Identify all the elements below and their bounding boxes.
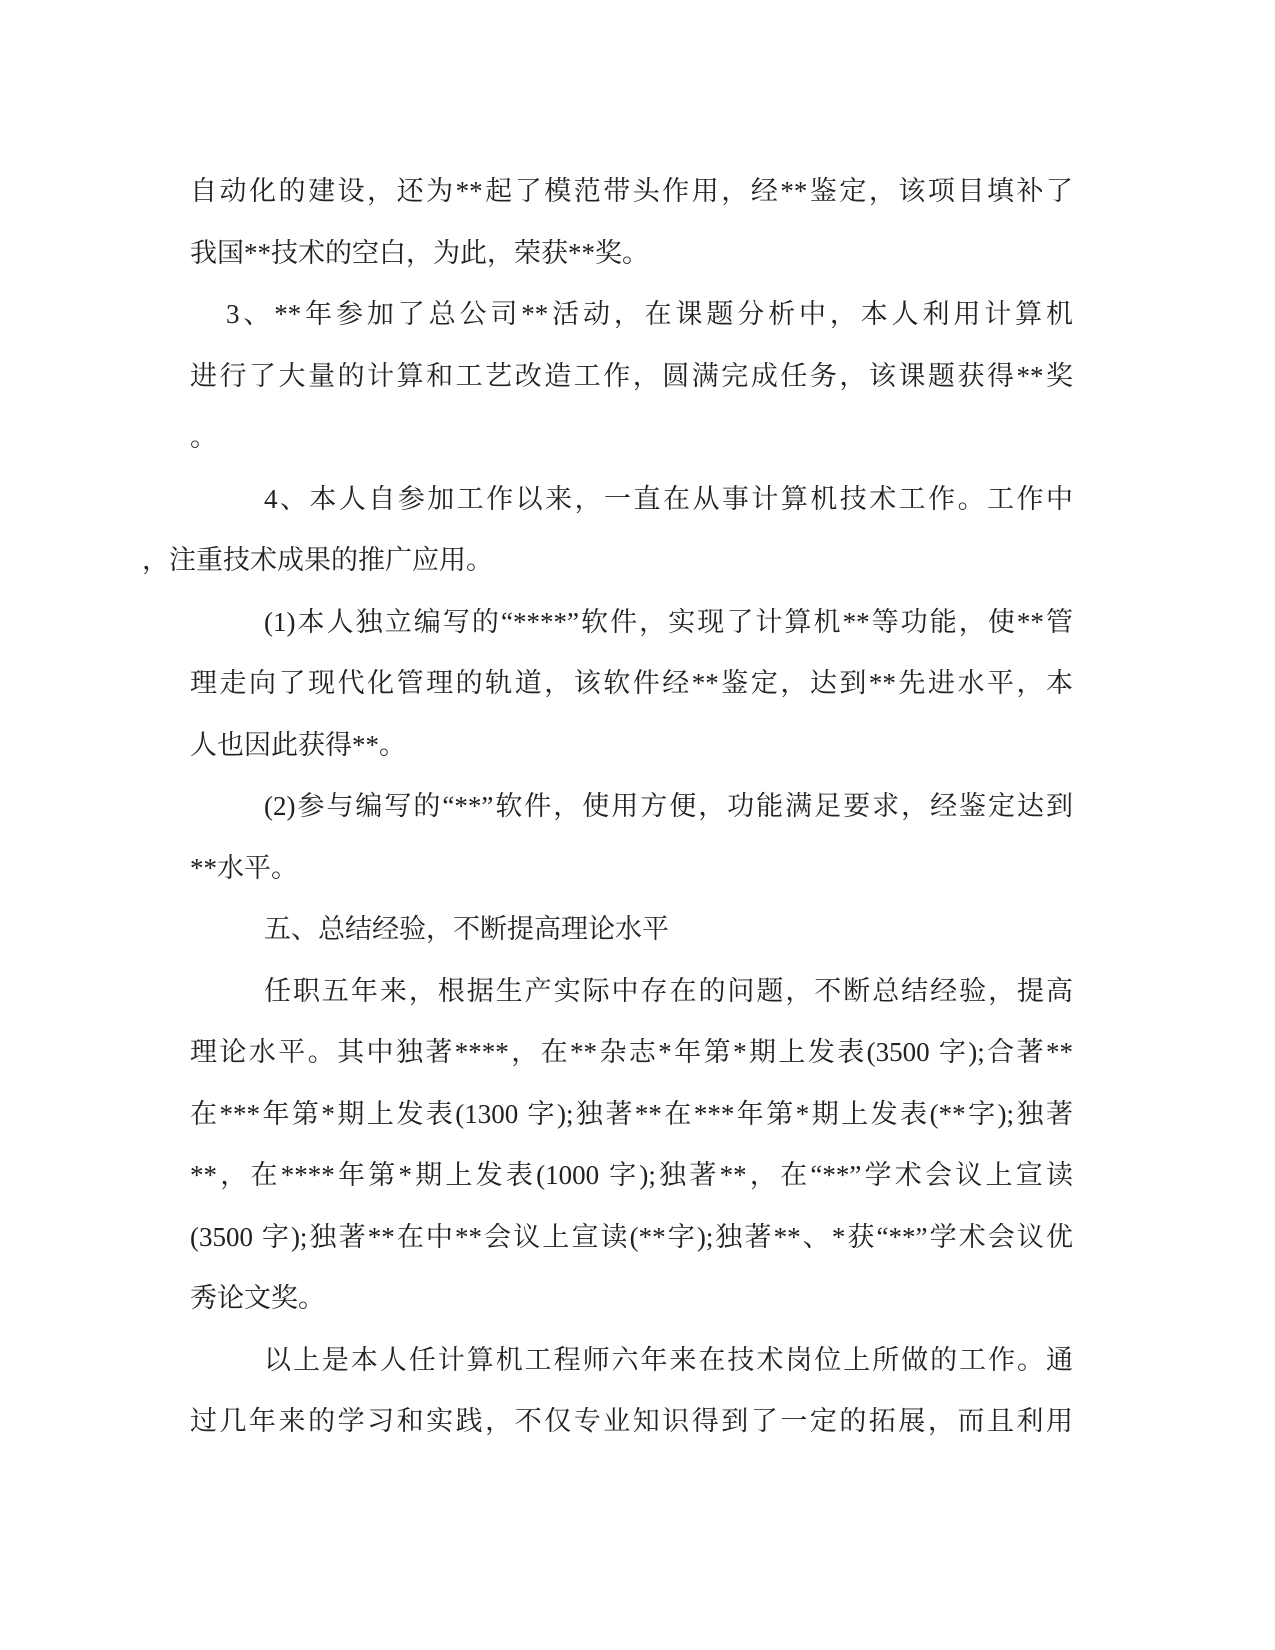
text-line: (1)本人独立编写的“****”软件，实现了计算机**等功能，使**管 [264, 606, 1073, 637]
text-line: 进行了大量的计算和工艺改造工作，圆满完成任务，该课题获得**奖 [190, 360, 1073, 391]
text-line: 在***年第*期上发表(1300 字);独著**在***年第*期上发表(**字);独著 [190, 1098, 1073, 1129]
text-line: (2)参与编写的“**”软件，使用方便，功能满足要求，经鉴定达到 [264, 791, 1073, 821]
text-line: **，在****年第*期上发表(1000 字);独著**，在“**”学术会议上宣读 [190, 1160, 1073, 1190]
text-line: 以上是本人任计算机工程师六年来在技术岗位上所做的工作。通 [264, 1344, 1073, 1375]
text-line: 我国**技术的空白，为此，荣获**奖。 [190, 237, 649, 268]
text-line: 五、总结经验，不断提高理论水平 [264, 914, 669, 944]
text-line: 过几年来的学习和实践，不仅专业知识得到了一定的拓展，而且利用 [190, 1406, 1073, 1436]
text-line: 。 [190, 422, 217, 452]
text-line: 人也因此获得**。 [190, 729, 406, 760]
text-line: 理走向了现代化管理的轨道，该软件经**鉴定，达到**先进水平，本 [190, 668, 1073, 698]
text-line: 自动化的建设，还为**起了模范带头作用，经**鉴定，该项目填补了 [190, 176, 1073, 206]
text-line: 理论水平。其中独著****，在**杂志*年第*期上发表(3500 字);合著** [190, 1037, 1073, 1067]
text-line: (3500 字);独著**在中**会议上宣读(**字);独著**、*获“**”学术会议优 [190, 1221, 1073, 1252]
text-line: ，注重技术成果的推广应用。 [142, 545, 493, 575]
document-body [142, 161, 1073, 1453]
text-line: **水平。 [190, 852, 298, 883]
text-line: 任职五年来，根据生产实际中存在的问题，不断总结经验，提高 [264, 975, 1073, 1006]
text-line: 3、**年参加了总公司**活动，在课题分析中，本人利用计算机 [226, 299, 1073, 329]
text-line: 4、本人自参加工作以来，一直在从事计算机技术工作。工作中 [264, 483, 1073, 514]
text-line: 秀论文奖。 [190, 1283, 325, 1313]
